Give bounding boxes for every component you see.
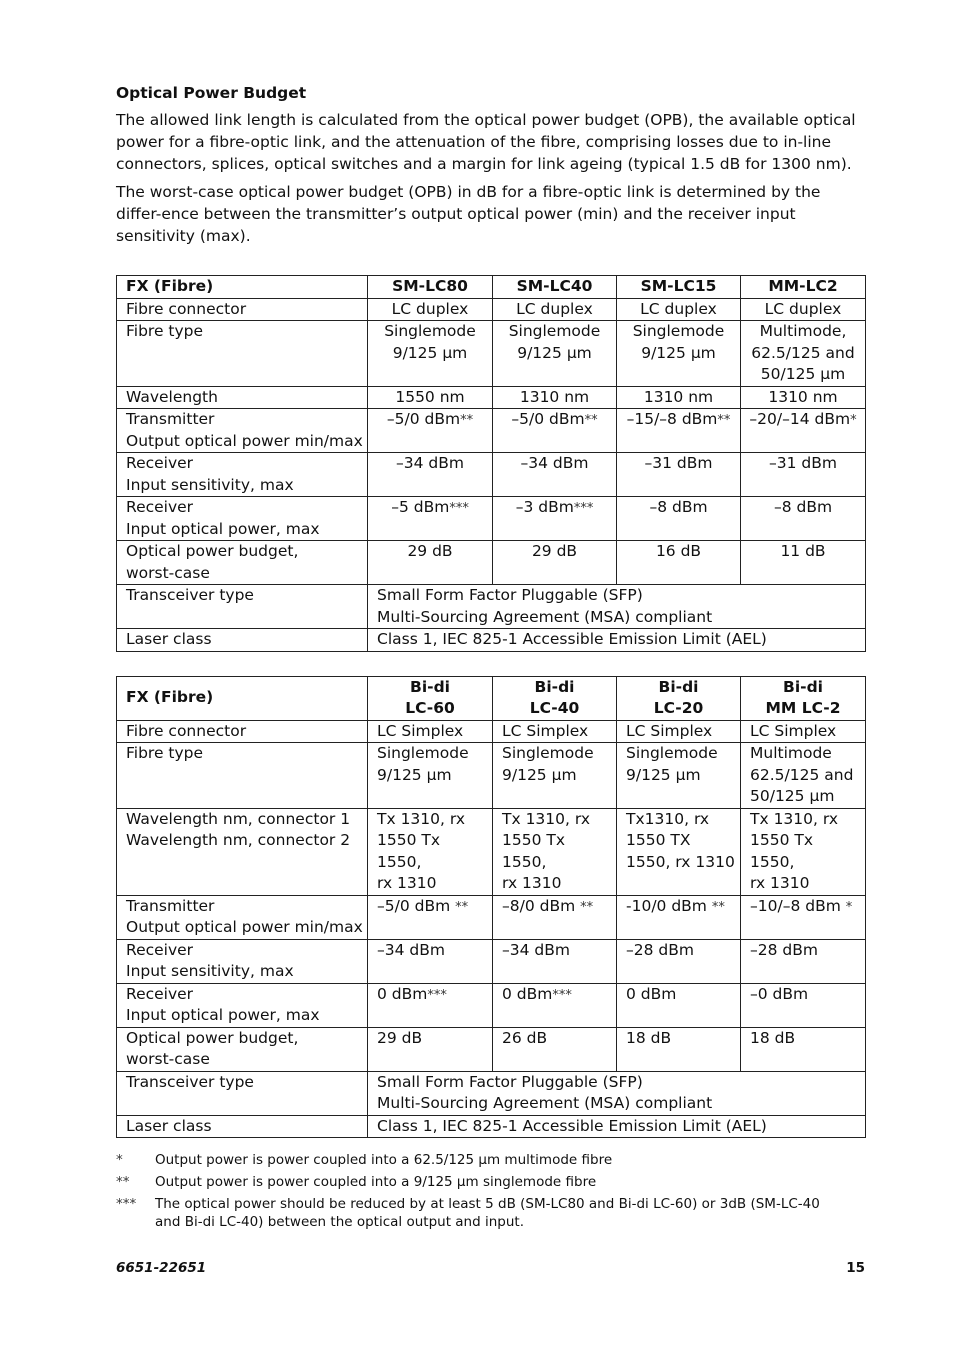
- table-cell: [617, 1027, 741, 1071]
- sfp-bidi-spec-table: [116, 676, 866, 1139]
- cell-value: –5 dBm: [391, 498, 450, 516]
- table-row: [117, 497, 866, 541]
- cell-line: Receiver: [126, 498, 194, 516]
- table-cell: [493, 321, 617, 387]
- table-header-row: [117, 276, 866, 299]
- table-cell: [493, 895, 617, 939]
- footnote: [116, 1196, 866, 1231]
- table-cell: [741, 409, 866, 453]
- cell-line: Tx 1310, rx: [750, 809, 838, 828]
- cell-line: Singlemode: [626, 744, 718, 762]
- header-cell: FX (Fibre): [117, 276, 368, 299]
- cell-line: 50/125 µm: [750, 787, 835, 805]
- footnote-reference: ***: [449, 501, 469, 516]
- row-label: Laser class: [117, 629, 368, 652]
- table-cell: [741, 720, 866, 743]
- cell-value: –10/–8 dBm: [750, 896, 846, 915]
- table-row: [117, 1027, 866, 1071]
- cell-line: –8 dBm: [773, 498, 833, 516]
- table-cell: [493, 298, 617, 321]
- cell-line: –31 dBm: [644, 454, 713, 472]
- laser-class-value: Class 1, IEC 825-1 Accessible Emission Limit (AEL): [368, 1115, 866, 1138]
- table-row: [117, 409, 866, 453]
- cell-line: Output power is power coupled into a 9/125 µm singlemode fibre: [155, 1174, 597, 1190]
- table-cell: [617, 409, 741, 453]
- cell-line: 1310 nm: [768, 387, 838, 406]
- cell-line: –0 dBm: [750, 984, 809, 1003]
- table-row: [117, 298, 866, 321]
- cell-line: Transmitter: [126, 896, 215, 915]
- cell-line: LC-60: [405, 699, 455, 717]
- footnote-reference: **: [711, 899, 725, 915]
- cell-line: Input sensitivity, max: [126, 962, 294, 980]
- cell-line: and Bi-di LC-40) between the optical output and input.: [155, 1213, 524, 1230]
- cell-line: 1550 Tx 1550,: [750, 831, 814, 871]
- cell-line: Receiver: [126, 454, 194, 472]
- cell-value: –5/0 dBm: [377, 896, 456, 915]
- cell-line: Tx 1310, rx: [377, 809, 465, 828]
- row-label: [117, 386, 368, 409]
- opb-paragraph: The worst-case optical power budget (OPB) in dB for a fibre-optic link is determined by the differ-ence between the transmitter’s output optical power (min) and the receiver input sensitivity (max).: [116, 183, 821, 245]
- table-cell: [617, 497, 741, 541]
- header-cell: SM-LC40: [493, 276, 617, 299]
- cell-line: Fibre type: [126, 744, 204, 762]
- table-cell: [617, 808, 741, 895]
- header-cell: SM-LC15: [617, 276, 741, 299]
- cell-value: 0 dBm: [377, 984, 428, 1003]
- row-label: [117, 895, 368, 939]
- table-body: [117, 298, 866, 651]
- cell-line: Fibre type: [126, 322, 204, 340]
- table-cell: [617, 720, 741, 743]
- table-cell: [368, 321, 493, 387]
- cell-line: 26 dB: [502, 1028, 548, 1047]
- row-label: [117, 743, 368, 809]
- table-row: [117, 720, 866, 743]
- table-row: [117, 453, 866, 497]
- cell-line: Wavelength: [126, 387, 218, 406]
- cell-value: –5/0 dBm: [386, 410, 461, 428]
- cell-line: 9/125 µm: [641, 343, 716, 362]
- table-cell: [617, 939, 741, 983]
- table-body: [117, 720, 866, 1138]
- row-label: [117, 983, 368, 1027]
- row-label: [117, 298, 368, 321]
- footnote-text: [155, 1152, 866, 1170]
- cell-line: MM LC-2: [765, 699, 841, 717]
- footnote-text: [155, 1196, 866, 1231]
- footnote-mark: ***: [116, 1196, 137, 1212]
- cell-line: Tx1310, rx: [626, 809, 710, 828]
- cell-line: rx 1310: [750, 874, 810, 892]
- cell-line: –34 dBm: [520, 454, 589, 472]
- table-cell: [368, 939, 493, 983]
- footnote-reference: **: [584, 413, 598, 428]
- header-cell: [117, 676, 368, 720]
- table-cell: [493, 939, 617, 983]
- cell-line: Wavelength nm, connector 2: [126, 831, 351, 849]
- header-cell: MM-LC2: [741, 276, 866, 299]
- cell-line: LC-20: [653, 699, 704, 717]
- table-cell: [741, 808, 866, 895]
- table-cell: [617, 895, 741, 939]
- table-cell: [368, 453, 493, 497]
- cell-line: 1310 nm: [643, 387, 714, 406]
- row-label: Transceiver type: [117, 585, 368, 629]
- cell-line: Transmitter: [126, 410, 215, 428]
- table-row-laser-class: [117, 1115, 866, 1138]
- footnote: [116, 1174, 866, 1192]
- row-label: [117, 409, 368, 453]
- cell-line: Multimode: [750, 744, 832, 762]
- cell-line: The optical power should be reduced by at least 5 dB (SM-LC80 and Bi-di LC-60) or 3dB (SM-LC-40: [155, 1196, 820, 1212]
- header-cell: [741, 676, 866, 720]
- cell-line: 1550, rx 1310: [626, 852, 735, 871]
- cell-line: Multi-Sourcing Agreement (MSA) compliant: [377, 607, 713, 626]
- footnote-reference: ***: [573, 501, 594, 516]
- cell-line: LC duplex: [764, 299, 842, 318]
- cell-value: –5/0 dBm: [511, 410, 585, 428]
- header-cell: [617, 676, 741, 720]
- cell-line: 9/125 µm: [502, 765, 577, 784]
- cell-line: 18 dB: [750, 1028, 796, 1047]
- cell-line: 1550 Tx 1550,: [502, 831, 566, 871]
- cell-value: -10/0 dBm: [626, 896, 712, 915]
- table-cell: [493, 453, 617, 497]
- cell-line: 29 dB: [377, 1028, 423, 1047]
- cell-line: Small Form Factor Pluggable (SFP): [377, 586, 643, 604]
- cell-line: –31 dBm: [769, 454, 837, 472]
- cell-line: 18 dB: [626, 1028, 672, 1047]
- cell-line: LC Simplex: [377, 721, 464, 740]
- cell-line: LC duplex: [391, 299, 469, 318]
- table-cell: [493, 720, 617, 743]
- table-cell: [368, 1027, 493, 1071]
- table-cell: [368, 983, 493, 1027]
- table-row: [117, 541, 866, 585]
- table-header-row: [117, 676, 866, 720]
- cell-line: –34 dBm: [396, 454, 464, 472]
- table-cell: [741, 983, 866, 1027]
- table-cell: [617, 743, 741, 809]
- cell-line: Input optical power, max: [126, 1006, 320, 1024]
- table-cell: [493, 541, 617, 585]
- cell-line: worst-case: [126, 563, 210, 582]
- cell-line: 62.5/125 and: [751, 343, 855, 362]
- section-heading: Optical Power Budget: [116, 84, 307, 102]
- cell-line: Singlemode: [384, 322, 476, 340]
- table-cell: [493, 386, 617, 409]
- table-row-laser-class: [117, 629, 866, 652]
- table-cell: [741, 1027, 866, 1071]
- cell-line: 9/125 µm: [392, 343, 468, 362]
- table-cell: [493, 743, 617, 809]
- cell-line: Output optical power min/max: [126, 918, 363, 936]
- table-cell: [368, 895, 493, 939]
- row-label: [117, 541, 368, 585]
- laser-class-value: Class 1, IEC 825-1 Accessible Emission Limit (AEL): [368, 629, 866, 652]
- cell-line: Output power is power coupled into a 62.5/125 µm multimode fibre: [155, 1152, 613, 1168]
- cell-line: Singlemode: [632, 322, 725, 340]
- row-label: [117, 321, 368, 387]
- table-cell: [741, 321, 866, 387]
- table-cell: [741, 453, 866, 497]
- cell-line: 9/125 µm: [377, 765, 452, 784]
- table-row: [117, 743, 866, 809]
- footnote-reference: *: [850, 413, 857, 428]
- table-row: [117, 895, 866, 939]
- table-row: [117, 939, 866, 983]
- intro-paragraph: The allowed link length is calculated from the optical power budget (OPB), the available optical power for a fibre-optic link, and the attenuation of the fibre, comprising losses due to in-line connectors, splices, optical switches and a margin for link ageing (typical 1.5 dB for 1300 nm).: [116, 111, 856, 173]
- cell-line: LC duplex: [516, 299, 593, 318]
- footnote-reference: **: [717, 413, 731, 428]
- table-cell: [741, 939, 866, 983]
- cell-line: Multi-Sourcing Agreement (MSA) compliant: [377, 1094, 713, 1112]
- page-number: 15: [846, 1260, 865, 1276]
- table-cell: [368, 497, 493, 541]
- footnote-reference: ***: [427, 987, 447, 1003]
- cell-line: rx 1310: [502, 874, 562, 892]
- cell-line: –28 dBm: [626, 940, 694, 959]
- table-cell: [741, 541, 866, 585]
- cell-line: –28 dBm: [750, 940, 818, 959]
- document-number: 6651-22651: [116, 1260, 207, 1276]
- cell-line: 9/125 µm: [626, 765, 701, 784]
- cell-line: Input optical power, max: [126, 519, 320, 538]
- table-cell: [741, 298, 866, 321]
- cell-line: –34 dBm: [377, 940, 445, 959]
- row-label: [117, 497, 368, 541]
- cell-line: 1310 nm: [519, 387, 590, 406]
- table-cell: [493, 1027, 617, 1071]
- table-cell: [368, 808, 493, 895]
- row-label: [117, 720, 368, 743]
- cell-value: –8/0 dBm: [502, 896, 581, 915]
- footnote-reference: ***: [552, 987, 572, 1003]
- footnote-text: [155, 1174, 866, 1192]
- cell-line: Bi-di: [658, 677, 699, 696]
- table-cell: [617, 541, 741, 585]
- cell-value: 0 dBm: [502, 984, 553, 1003]
- cell-line: Fibre connector: [126, 721, 247, 740]
- cell-value: –20/–14 dBm: [749, 410, 851, 428]
- footnote-reference: *: [845, 899, 853, 915]
- cell-line: rx 1310: [377, 874, 437, 892]
- table-cell: [741, 895, 866, 939]
- cell-line: 50/125 µm: [760, 365, 846, 383]
- header-cell: [493, 676, 617, 720]
- cell-line: LC Simplex: [626, 721, 713, 740]
- cell-line: 11 dB: [780, 542, 826, 560]
- row-label: [117, 453, 368, 497]
- cell-line: Wavelength nm, connector 1: [126, 809, 351, 828]
- table-cell: [741, 743, 866, 809]
- cell-line: LC Simplex: [750, 721, 837, 740]
- footnote-reference: **: [460, 413, 474, 428]
- table-cell: [617, 298, 741, 321]
- table-row: [117, 386, 866, 409]
- table-cell: [617, 983, 741, 1027]
- cell-line: FX (Fibre): [126, 688, 214, 707]
- cell-line: Singlemode: [377, 744, 469, 762]
- footnote-reference: **: [580, 899, 594, 915]
- cell-line: –34 dBm: [502, 940, 570, 959]
- table-cell: [493, 497, 617, 541]
- cell-line: 1550 TX: [626, 831, 691, 849]
- table-cell: [368, 720, 493, 743]
- row-label: [117, 808, 368, 895]
- table-cell: [617, 453, 741, 497]
- table-cell: [368, 541, 493, 585]
- cell-line: Optical power budget,: [126, 542, 299, 560]
- table-cell: [493, 983, 617, 1027]
- table-row: [117, 321, 866, 387]
- table-cell: [493, 409, 617, 453]
- table-cell: [617, 386, 741, 409]
- cell-line: Small Form Factor Pluggable (SFP): [377, 1072, 643, 1091]
- transceiver-value: [368, 1071, 866, 1115]
- table-cell: [493, 808, 617, 895]
- cell-line: Tx 1310, rx: [502, 809, 590, 828]
- cell-line: Bi-di: [534, 677, 575, 696]
- table-cell: [368, 298, 493, 321]
- cell-line: Singlemode: [502, 744, 594, 762]
- row-label: Laser class: [117, 1115, 368, 1138]
- table-cell: [368, 409, 493, 453]
- cell-line: Bi-di: [410, 677, 450, 696]
- cell-line: Bi-di: [783, 677, 823, 696]
- table-cell: [368, 386, 493, 409]
- cell-line: 29 dB: [531, 542, 578, 560]
- cell-line: 29 dB: [407, 542, 453, 560]
- cell-line: 0 dBm: [626, 984, 677, 1003]
- table-row: [117, 808, 866, 895]
- table-row-transceiver: [117, 585, 866, 629]
- row-label: [117, 939, 368, 983]
- row-label: Transceiver type: [117, 1071, 368, 1115]
- footnote-reference: **: [455, 899, 469, 915]
- table-row: [117, 983, 866, 1027]
- footnote-mark: *: [116, 1152, 123, 1168]
- sfp-duplex-spec-table: [116, 275, 866, 652]
- cell-value: –3 dBm: [515, 498, 574, 516]
- header-cell: [368, 676, 493, 720]
- cell-line: LC-40: [529, 699, 580, 717]
- row-label: [117, 1027, 368, 1071]
- footnote: [116, 1152, 866, 1170]
- cell-line: 9/125 µm: [517, 343, 592, 362]
- footnotes: [116, 1152, 866, 1231]
- footnote-mark: **: [116, 1174, 130, 1190]
- cell-line: Receiver: [126, 940, 194, 959]
- cell-line: LC Simplex: [502, 721, 589, 740]
- table-cell: [617, 321, 741, 387]
- cell-line: Multimode,: [759, 322, 847, 340]
- cell-line: Input sensitivity, max: [126, 475, 294, 494]
- page-content: [116, 84, 866, 1236]
- cell-line: –8 dBm: [649, 498, 708, 516]
- cell-line: Optical power budget,: [126, 1028, 299, 1047]
- cell-line: Output optical power min/max: [126, 431, 363, 450]
- cell-line: 1550 nm: [395, 387, 465, 406]
- table-cell: [741, 386, 866, 409]
- table-cell: [741, 497, 866, 541]
- table-cell: [368, 743, 493, 809]
- cell-line: 1550 Tx 1550,: [377, 831, 441, 871]
- cell-line: 16 dB: [655, 542, 702, 560]
- header-cell: SM-LC80: [368, 276, 493, 299]
- cell-value: –15/–8 dBm: [626, 410, 718, 428]
- cell-line: Receiver: [126, 984, 194, 1003]
- cell-line: LC duplex: [640, 299, 717, 318]
- cell-line: Fibre connector: [126, 299, 247, 318]
- cell-line: Singlemode: [508, 322, 601, 340]
- cell-line: worst-case: [126, 1050, 210, 1068]
- table-row-transceiver: [117, 1071, 866, 1115]
- transceiver-value: [368, 585, 866, 629]
- cell-line: 62.5/125 and: [750, 765, 854, 784]
- page-footer: [116, 1260, 865, 1276]
